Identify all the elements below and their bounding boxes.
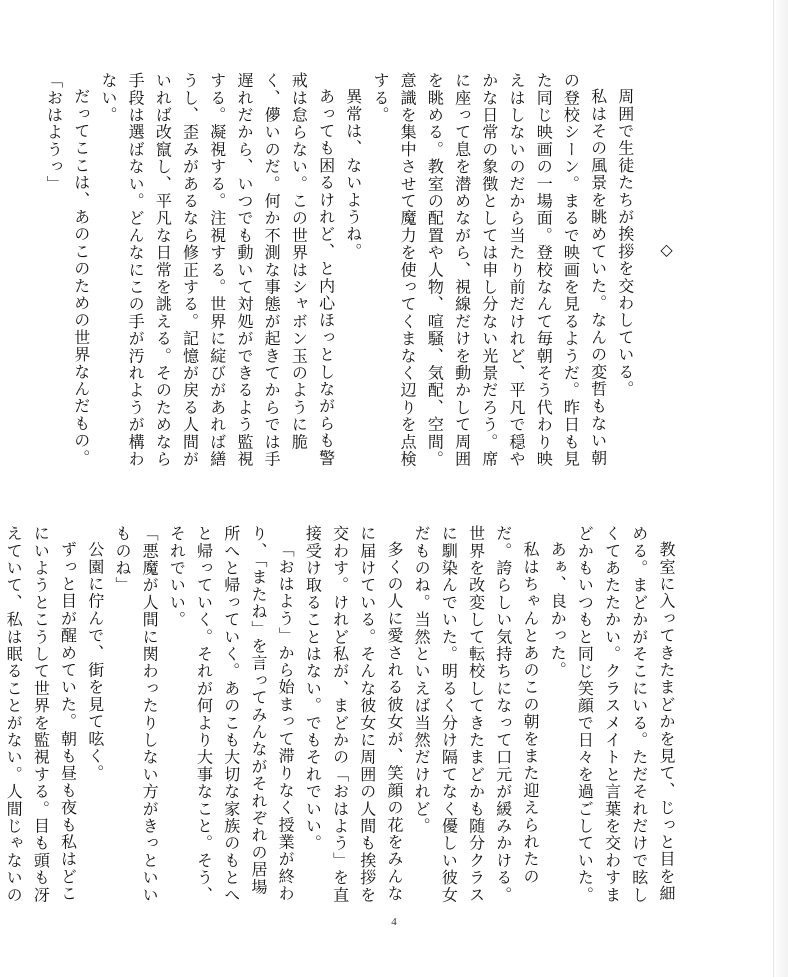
paragraph: 私はその風景を眺めていた。なんの変哲もない朝の登校シーン。まるで映画を見るようだ。昨日も見た同じ映画の一場面。登校なんて毎朝そう代わり映えはしないのだから当たり前だけれど、平凡で穏やかな日常の象徴としては申し分ない光景だろう。席に座って息を潜めながら、視線だけを動かして周囲を眺める。教室の配置や人物、喧騒、気配、空間。意識を集中させて魔力を使ってくまなく辺りを点検する。	[370, 72, 608, 468]
page-edge	[773, 0, 788, 977]
page-number: 4	[391, 916, 397, 928]
paragraph: あっても困るけれど、と内心ほっとしながらも警戒は怠らない。この世界はシャボン玉のように脆く、儚いのだ。何か不測な事態が起きてからでは手遅れだから、いつでも動いて対処ができるよう監視する。凝視する。注視する。世界に綻びがあれば繕うし、歪みがあるなら修正する。記憶が戻る人間がいれば改竄し、平凡な日常を誂える。そのためなら手段は選ばない。どんなにこの手が汚れようが構わない。	[98, 72, 336, 468]
paragraph: 「おはよう」から始まって滞りなく授業が終わり、「またね」を言ってみんながそれぞれの居場所へと帰っていく。あのこも大切な家族のもとへと帰っていく。それが何より大事なこと。そう、それでいい。	[167, 525, 296, 904]
paragraph: だってここは、あのこのための世界なんだもの。	[71, 88, 91, 467]
paragraph: 教室に入ってきたまどかを見て、じっと目を細める。まどかがそこにいる。ただそれだけで眩しくてあたたかい。クラスメイトと言葉を交わすまどかもいつもと同じ笑顔で日々を過ごしていた。	[575, 525, 676, 904]
paragraph: 周囲で生徒たちが挨拶を交わしている。	[615, 88, 635, 398]
paragraph: 多くの人に愛される彼女が、笑顔の花をみんなに届けている。そんな彼女に周囲の人間も挨拶を交わす。けれど私が、まどかの「おはよう」を直接受け取ることはない。でもそれでいい。	[303, 525, 404, 904]
section-separator: ◇	[657, 240, 676, 261]
dialogue-line: 「悪魔が人間に関わったりしない方がきっといいものね」	[112, 525, 160, 904]
paragraph: 私はちゃんとあのこの朝をまた迎えられたのだ。誇らしい気持ちになって口元が緩みかける。世界を改変して転校してきたまどかも随分クラスに馴染んでいた。明るく分け隔てなく優しい彼女だものね。当然といえば当然だけれど。	[412, 525, 540, 904]
upper-text-block	[44, 72, 680, 474]
paragraph: 公園に佇んで、街を見て呟く。	[85, 541, 105, 782]
paragraph: ずっと目が醒めていた。朝も昼も夜も私はどこにいようとこうして世界を監視する。目も頭も冴えていて、私は眠ることがない。人間じゃないの	[4, 525, 78, 904]
dialogue-line: 「おはようっ」	[44, 72, 64, 193]
paragraph: あぁ、良かった。	[548, 541, 568, 679]
lower-text-block	[4, 525, 680, 905]
paragraph: 異常は、ないようね。	[343, 88, 363, 260]
